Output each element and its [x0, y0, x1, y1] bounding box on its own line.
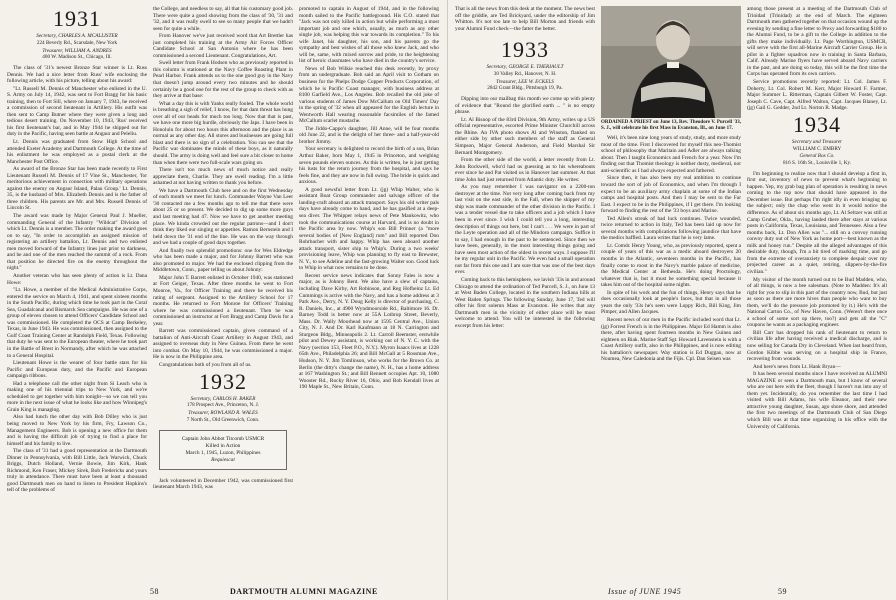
paragraph: Service promotions recently reported: Lt. Col. James F. Doherty, Lt. Col. Robert M. Kerr, Major Howard F. Farmer, Major Summer L. Ritterman, Captain Gilbert W. Foster, Capt. Joseph C. Cave, Capt. Alfred Walton, Capt. Jacques Blaney, Lt. (jg) Gail G. Gedder, 2nd Lt. Norton R. Madge.	[747, 79, 887, 112]
paragraph: Lieutenant Howe is the wearer of four battle stars for his Pacific and European duty, and the Pacific and European campaign ribbons.	[7, 360, 147, 380]
paragraph: And here's news from Lt. Hank Bryan—	[753, 363, 841, 370]
paragraph: That is all the news from this desk at the moment. The news best off the griddle, are Ted Brickyard, under the editorship of Jim Whitton. It's not too late to help Bill Morton and friends with your Alumni Fund check—the fatter the better.	[455, 6, 595, 32]
paragraph: Ted Allen's streak of bad luck continues. Twice wounded, twice returned to action in Italy, Ted has been laid up now for several months with complications following jaundice that have the medics baffled. Laura writes that he is very lame.	[601, 215, 741, 242]
paragraph: What a day this is with Yanks really fooled. The whole world is breathing a sigh of relief, I know, for that dam threat has hung over all of our heads for much too long. Now that that is past, we have one more big hurdle, obviously the Japs. I have been in Honolulu for about two hours this afternoon and the place is as normal as any other day. All stores and businesses are going full blast and there is no sign of a celebration. You can see that the Pacific war dominates the minds of these boys, as it naturally should. The army is doing well and feel sure a bit closer to home than when there were two full-scale wars going on.	[153, 100, 293, 166]
paragraph: Major John T. Barrett enlisted in October 1940, was stationed at Fort Geiger, Texas. After three months he went to Fort Monroe, Va., for Officer Training and there he received his rating of sergeant. Assigned to the Artillery School for 17 months. He returned to Fort Monroe for Officers' Training where he was commissioned a lieutenant. Then he was commissioned an instructor at Fort Bragg and Camp Davis for a year.	[153, 274, 293, 327]
paragraph: Coming back to this hemisphere, we lavish '33s in and around Chicago to attend the ordination of Ted Purcell, S. J., on June 13 at West Baden College, located in the southern Indiana hills at West Baden Springs. The following Sunday, June 17, Ted will offer his first solemn Mass at Evanston. He writes that any Dartmouth men in the vicinity of either place will be most welcome to attend. You will be interested in the following excerpt from his letter:	[455, 276, 595, 329]
paragraph: Recent service news indicates that Sonny Fales is now a major, as is Johnny Bent. We also have a slew of captains, including Dave Kirby, Art Robinson, and Reg Hofheinz Lt. Ed Cummings is active with the Navy, and has a home address at 3 Park Ave., Derry, N. Y. Doug Kelly is director of purchasing, C. R. Daniels, Inc., at 4900 Wyndmoorside Rd., Baltimore 16. Dr. Barney Todd is better now at 55A Lothrop Street, Beverly, Mass. Dr. Wally Moorhead now at 1595 Central Ave., Union City, N. J. And Dr. Karl Kaufmann at 18 N. Carrington and Sturgeon Bldg., Minneapolis 2. Lt. Carroll Beemster, erstwhile pilot and Dewey assistant, is working out of N. Y. C. with the Navy (section 153, Fleet P.O., N.Y.). Myron Isaacs lives at 1228 65th Ave., Philadelphia 26; and Bill McGall at 5 Rossman Ave., Hudson, N. Y. Jim Tomlinson, who works for the Brown Co. at Berlin (the ditty's change the name), N. H., has a home address at 167 Washington St.; and Bill Bennett occupies Apt. 10, 1080 Wooster Rd., Rocky River 16, Ohio, and Bob Kendall lives at 190 Maple St., New Britain, Conn.	[299, 272, 439, 391]
paragraph: Another veteran who has seen plenty of action is Lt. Dana Howe:	[7, 272, 147, 286]
memorial-name: Captain John Abbot Titcomb USMCR	[181, 435, 265, 442]
paragraph: Lt. Dennis was graduated from Stow High School and attended Exeter Academy and Dartmouth College. At the time of his enlistment he was employed as a postal clerk at the Manchester Post Office.	[7, 139, 147, 165]
paragraph: As you may remember I was navigator on a 2200-ton destroyer at the time. Not very long after coming back from my last visit on the east side, in the Fall, when the skipper of my ship was made commander of the other division in the Pacific. I was a tender vessel due to take officers and a job which I have been in ever since. I wish I could tell you a long, interesting description of things out here, but I can't . . . We were in part of the Leyte operation and all of the Mindoro campaign. Suffice it to say, I had enough in the past to be sentenced. Since then we have been, generally, in the most interesting things going and have seen most action of the oldest in recent ways. I suppose I'll be my regular unit in the Pacific. We even had a small operation not far from this one and I am sure that was one of the best days ever.	[455, 184, 595, 276]
paragraph: The class of '31's newest Bronze Star winner is Lt. Russ Dennis. We had a nice letter from Russ' wife enclosing the following article, with his picture, telling about his award:	[7, 65, 147, 85]
memorial-requiescat: Requiescat	[211, 456, 235, 463]
paragraph: Recent news of our men in the Pacific included word that Lt. (jg) Forrest French is in the Philippines. Major Ed Hamm is also there, after having spent fourteen months in New Guinea and eighteen on Biak. Marine Staff Sgt. Howard Lavenstein is with a Coast Artillery outfit, also in the Philippines, and is now editing his battalion's newspaper. Way station is Ed Duggan, now at Noumea, New Caledonia and the Fijis. Cpl. Dan Seisen was	[601, 316, 741, 363]
paragraph: As award of the Bronze Star has been made recently to First Lieutenant Russell M. Dennis of 17 Vine St., Manchester, 'for meritorious achievement in connection with military operations against the enemy on Angaur Island, Palau Group.' Lt. Dennis, 35, is the husband of Mrs. Elizabeth Dennis and is the father of three children. His parents are Mr. and Mrs. Russell Dennis of Lincoln St.	[7, 166, 147, 212]
secretary-address-1933: 30 Valley Rd., Hanover, N. H.	[493, 70, 557, 77]
treasurer-1931: Treasurer, WILLIAM A. ANDRES	[42, 47, 112, 54]
priest-portrait-image	[601, 6, 741, 118]
paragraph: Bill Carr has dropped his rank of lieutenant to return to civilian life after having received a medical discharge, and is now selling for Canada Dry in Cleveland. When last heard from, Gordon Kibbe was serving on a hospital ship in France, recovering from wounds.	[747, 329, 887, 363]
class-year-1932: 1932	[199, 368, 247, 394]
page-number-right: 59	[778, 587, 787, 596]
paragraph: In spite of his work and the fun of things, Henry says that he does occasionally look at people's faces, but that in all those years the only '33s he's seen were Loppy Rich, Bill King, Jim Pimper, and Allen Jacques.	[601, 289, 741, 316]
treasurer-address-1932: 7 North St., Old Greenwich, Conn.	[186, 416, 260, 423]
paragraph: Jack volunteered in December 1942, was commissioned first lieutenant March 1943, was	[153, 477, 293, 491]
paragraph: And finally two splendid promotions: one for Wes Eldredge who has been made a major, and for Johnny Barrett who was also promoted to major. We had the enclosed clipping from the Middletown, Conn., paper telling us about Johnny:	[153, 247, 293, 274]
treasurer-address-1933: 2842 Grant Bldg., Pittsburgh 19, Pa.	[487, 85, 563, 92]
paragraph: Your secretary is delighted to record the birth of a son, Brian Arthur Baker, born May 1, 1945 in Princeton, and weighing seven pounds eleven ounces. As this is written, he is just getting his lusts for the return journey from the hospital, and says he feels fine, and they are now in full swing. The bride is quick and anxious.	[299, 146, 439, 186]
column-middle-right	[601, 6, 741, 578]
paragraph: the College, and needless to say, all that his customary good job. There were quite a good showing from the class of '30, '31 and '32, and it was really swell to see so many people that we hadn't seen for quite a while.	[153, 6, 293, 32]
paragraph: News of Bob Wilkie reached this desk recently, by proxy from an undergraduate. Bob said an April visit to Gotham on business for the Phelps Dodge Copper Products Corporation, of which he is Pacific Coast manager, with business address at 8100 Garfield Ave., Los Angeles. Bob recalled the old joke of various students of James Dow McCallum on Old Timers' Day in the spring of '32 when all appeared for the English lecture in Wentworth Hall wearing reasonable facsimiles of the famed McCallum scarlet mustache.	[299, 65, 439, 125]
paragraph: Lt. Al Bisnop of the 83rd Division, 9th Army, writes up a US official representative, escorted Prime Minister Churchill across the Rhine. An IVA photo shows Al and Winston, flanked on either side by other such members of the staff as General Simpson, Major General Anderson, and Field Marshal Sir Bernard Montgomery.	[455, 116, 595, 156]
class-year-1934: 1934	[793, 111, 841, 137]
paragraph: Had a telephone call the other night from Si Leach who is making one of his triennial trips to New York, and we're scheduled to get together with him tonight—so we can tell you more in the next issue of what he looks like and how Winnipeg's Grain King is managing.	[7, 380, 147, 413]
magazine-title: DARTMOUTH ALUMNI MAGAZINE	[230, 587, 378, 596]
class-year-1931: 1931	[53, 6, 101, 31]
secretary-1933: Secretary, GEORGE E. THERIAULT	[486, 64, 564, 71]
paragraph: I'm beginning to realize now that I should develop a first in, first out, inventory of news to prevent what's beginning to happen. Yep, my grab bag plan of operation is resulting in news coming to the top now that should have appeared in the December issue. But perhaps I'm right idly in even bringing up the subject; only the chap who went in it would notice the difference. As of about six months ago, Lt. Al Seltzer was still at Camp Gruber, Okla., having landed there after stays at various posts in California, Texas, Louisiana, and Tennessee. Also a few months back, Lt. Don Allen was "... still on a convoy running convoy duty out of New York as home port—best known as the milk and honey run." Despite all the alleged advantages of this desirable duty, though, I'm a bit tired of marking time, and go from the extreme of overanxiety to complete despair over my projected career as a quiet, retiring, slippers-by-the-fire civilian."	[747, 170, 887, 275]
paragraph: There isn't too much news of much notice and really appreciate them, Charlie. They are swell reading. I'm a little ashamed at not having written to thank you before.	[153, 167, 293, 187]
paragraph: A good newsful letter from Lt. (jg) Whip Walter, who is assistant Boat Group commander and salvage officer of the landing-craft aboard an attack transport. Says his old writer pals days have already come to hand, and he has gasified at a deep-sea diver. The Whipper relays news of Pete Mankowitz, who took the communications course at Harvard, and is no doubt in the Pacific area by now. Whip's son Bill Prinner (a "more several bodies of [New England] rum" and Bill reported Don Rohrbacher with and happy. Whip has seen aboard another attack transport, sister ship to Whip's. During a two weeks' provisioning leave, Whip was planning to fly east to Brewster, N. Y., to see Adeline and the fast-growing Walter son. Good luck to Whip in what now remains to be done.	[299, 186, 439, 272]
paragraph: We have a Dartmouth Club here and on the first Wednesday of each month we meet for lunch. Commander Wayne Van Leer '30 contacted me a few months ago to tell me that there were about 25 or so present. We decided to dig up some more guys and last meeting had 47. Now we have to get another meeting place. We kinda crowded out the regular patrons—and I don't think they liked our singing or appetites. Ramon Bernstein and I held down the '31 end of the line. He was on the way through and we had a couple of good days together.	[153, 187, 293, 247]
secretary-address-1931: 224 Beverly Rd., Scarsdale, New York	[36, 39, 118, 46]
column-middle-left	[153, 6, 293, 578]
treasurer-1933: Treasurer, LEE W. ECKELS	[496, 78, 554, 85]
column-right-left	[299, 6, 439, 578]
memorial-date: March 1, 1945, Luzon, Philippines	[185, 449, 261, 456]
secretary-address-1932: 178 Prospect Ave., Princeton, N. J.	[186, 402, 260, 409]
paragraph: among those present at a meeting of the Dartmouth Club of Trinidad (Trinidad) at the end of March. The eighteen Dartmouth men gathered together on that occasion wound up the evening by sending a fine letter to Prexy and forwarding $180 to the Alumni Fund, to be a gift to the College in addition to the gifts they make individually. Lt. Page Worthington, USMCR, will serve with the first all-Marine Aircraft Carrier Group. He is pilot in a fighter squadron now in training in Santa Barbara, Calif. Already Marine flyers have served aboard Navy carriers in the past, and are doing so today, this will be the first time the Corps has operated from its own carriers.	[747, 6, 887, 78]
secretary-1932: Secretary, CARLOS H. BAKER	[190, 395, 256, 402]
secretary-1934: Secretary and Treasurer	[791, 138, 843, 145]
paragraph: My visitor of the month turned out to be Bud Madden, who, of all things, is now a bee salesman. (Note to Madden: It's all right for you to slip in this part of the country now, Bud, but just as soon as there are more hives than people who want to buy them, we'll do the pressure job promoted by it.) He's with the National Carton Co., of New Haven, Conn. (Weren't there once a school of some sort up there, too?) and gets all the "C" coupons he wants as a packaging engineer.	[747, 276, 887, 329]
page-number-left: 58	[150, 587, 159, 596]
paragraph: Well, it's been nine long years of study, study, and more study most of the time. First I discovered for myself this neo-Thomist school of philosophy that Maritain and Adler are always talking about. Then I taught Economics and French for a year. Now I'm finding out that Thomist theology is neither dusty, medieval, nor anti-scientific as I had always expected and fathered.	[601, 135, 741, 174]
paragraph: Barrett was commissioned captain, given command of a battalion of Anti-Aircraft Coast Artillery in August 1943, and assigned to overseas duty in New Guinea. From there he went into combat. On May 10, 1944, he was commissioned a major. He is now in the Philippine area.	[153, 328, 293, 361]
paragraph: "Lt. Russell M. Dennis of Manchester who enlisted in the U. S. Army on July 14, 1942, was sent to Fort Bragg for his basic training, then to Fort Sill, where on January 7, 1943, he received a commission of second lieutenant in Artillery. His outfit was then sent to Camp Butner where they were given a long and tedious desert training. On November 10, 1943, 'Rus' received his first lieutenant's bar, and in May 1944 he shipped out for duty in the Pacific, having seen battle at Angaur and Peleliu.	[7, 85, 147, 138]
paragraph: Lt. Comdr. Henry Young, who, as previously reported, spent a couple of years of this war as a medic aboard destroyers 20 months in the Atlantic, seventeen months in the Pacific, has finally come to roost in the Navy's marble palace of medicine, the Medical Center at Bethesda. He's doing Proctology, whatever that is, but it must be something special because it takes him out of the hospital some nights.	[601, 242, 741, 289]
secretary-name-1934: WILLIAM C. EMBRY	[792, 145, 842, 152]
paragraph: Swell letter from Frank Hodsen who as previously reported in this column is stationed at the Navy Coffee Roasting Plant in Pearl Harbor. Frank attends us to the one good guy in the Navy that doesn't jump around every two minutes and he should certainly be a good one for the rest of the group to check with as they arrive at that base:	[153, 60, 293, 100]
column-1931	[7, 6, 147, 578]
paragraph: Dipping into our mailbag this month we come up with plenty of evidence that "Round the glorified earth ... " is no empty phrase.	[455, 96, 595, 116]
treasurer-1932: Treasurer, ROWLAND R. WALES	[188, 410, 258, 417]
paragraph: Since then, it has also been my real ambition to continue toward the sort of job of Economics, and when I'm through I expect to be an auxiliary army chaplain at some of the Indian camps and hospital posts. And then I may be sent to the Far East. I expect to be in the Philippines, if I get there. I'm looking forward to finding the rest of the '33 boys and Marine.	[601, 175, 741, 215]
paragraph: promoted to captain in August of 1944, and in the following month sailed to the Pacific battleground. His C.O. stated that "Jack was not only killed in action but while performing a most important job and one which, usually, as much as any other single job, was helping this war towards its completion." To his wife Janet, his daughter, his son, and his parents go the sympathy and best wishes of all those who knew Jack, and who will be, same, with mixed sorrow and pride, to the heightening list of heroic classmates who have died in the country's service.	[299, 6, 439, 65]
company-1934: General Box Co.	[799, 153, 835, 160]
secretary-address-1934: 816 S. 16th St., Louisville 1, Ky.	[782, 160, 852, 166]
paragraph: From the other side of the world, a letter recently from Lt. John Rockwell, who'd had us guessing as to his whereabouts ever since he and Pat visited us in Hanover last summer. At that time John had just returned from Atlantic duty. He writes:	[455, 157, 595, 183]
class-year-1933: 1933	[501, 37, 549, 63]
memorial-detail: Killed in Action	[205, 442, 241, 449]
treasurer-address-1931: 400 W. Madison St., Chicago, Ill.	[42, 54, 112, 61]
issue-date: Issue of JUNE 1945	[608, 587, 682, 596]
secretary-1931: Secretary, CHARLES A. MCALLISTER	[36, 33, 118, 39]
paragraph: Also had lunch the other day with Bob Dilley who is just being moved to New York by his firm, Fry, Lawson Co., Management Engineers. Bob is opening a new office for them and is having the difficult job of trying to find a place for himself and his family to live.	[7, 414, 147, 447]
paragraph: It has been several months since I have received an ALUMNI MAGAZINE or seen a Dartmouth man, but I know of several who are out here with the fleet, though I haven't run into any of them yet. Incidentally, do you remember the last time I had visited with Bill Adams, his wife Eleanor, and their new attractive young daughter, Susan, ago shore shore, and attended the first two meetings of the Dartmouth Club of San Diego which Bill was at that time organizing in his office with the University of California.	[747, 371, 887, 430]
paragraph: The award was made by Major General Paul J. Mueller, commanding General of the Infantry "Wildcat" Division of which Lt. Dennis is a member. The order making the award goes on to say, "In order to accomplish an assigned mission of registering an artillery battalion, Lt. Dennis and two enlisted men moved forward of the Infantry lines just prior to darkness, and he and one of the men reached the summit of a rock. From that position he directed fire on the enemy throughout the night."	[7, 213, 147, 272]
memorial-notice	[159, 430, 287, 470]
column-right-right	[747, 6, 887, 578]
paragraph: The class of '31 had a good representation at the Dartmouth Dinner in Pennsylvania, with Bill Little, Jack Warwick, Chuck Briggs, Dutch Holland, Vernie Bowie, Jim Kirk, Hank Richmond, Ken Fraser, Mickey Sirek, Bob Fredericks and yours truly in attendance. There must have been at least a thousand good Dartmouth men on hand to listen to President Hopkins's tell of the problems of	[7, 448, 147, 494]
paragraph: The Jiddo-Cappo's daughter, Jill Anne, will be four months old June 22, and is the delight of her three- and a half-year-old brother Jimmy.	[299, 125, 439, 145]
column-1933	[455, 6, 595, 578]
paragraph: From Hanover we've just received word that Art Brettler has just completed his training at the Army Air Forces Officer Candidate School at San Antonio where he has been commissioned a second Lieutenant. Congratulations, Art.	[153, 33, 293, 59]
priest-photo	[601, 6, 741, 118]
right-page	[448, 0, 896, 600]
photo-caption: ORDAINED A PRIEST on June 13, Rev. Theodore V. Purcell '33, S. J., will celebrate his first Mass in Evanston, Ill., on June 17.	[601, 120, 741, 132]
paragraph: "Lt. Howe, a member of the Medical Administrative Corps, entered the service on March 4, 1941, and spent sixteen months in the South Pacific, during which time he took part in the Coral Sea, Guadalcanal and Bismarck Sea campaigns. He was one of a group of eleven chosen to attend Officers' Candidate School and was commissioned. He completed the OCS at Camp Berkeley, Texas, in June 1943. He was commissioned, then assigned to the Gulf Coast Training Center at Randolph Field, Texas. Following that duty he was sent to the European theater, where he took part in the Battle of Brest in Normandy, after which he was attached to a General Hospital.	[7, 287, 147, 359]
paragraph: Congratulations both of you from all of us.	[159, 361, 252, 368]
